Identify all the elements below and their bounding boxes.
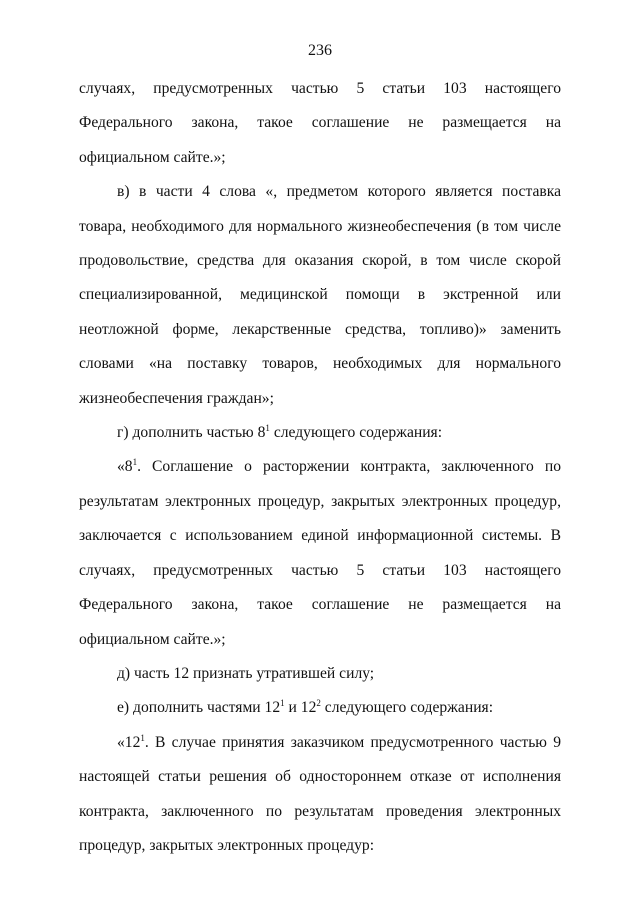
paragraph-item-d: д) часть 12 признать утратившей силу; <box>117 664 375 682</box>
paragraph-item-e-middle: и 12 <box>284 699 317 717</box>
paragraph-item-g-tail: следующего содержания: <box>269 424 443 442</box>
paragraph-continuation: случаях, предусмотренных частью 5 статьи 103 настоящего Федерального закона, такое соглашение не размещается на официальном сайте.»; <box>79 80 561 166</box>
superscript: 2 <box>316 698 321 709</box>
paragraph-quote-12-1-text: . В случае принятия заказчиком предусмотренного частью 9 настоящей статьи решения об одностороннем отказе от исполнения контракта, заключенного по результатам проведения электронных процедур, закрытых электронных процедур: <box>79 733 561 854</box>
paragraph-quote-8-1 <box>79 450 561 656</box>
document-body <box>79 72 561 863</box>
page-number: 236 <box>308 42 332 59</box>
paragraph-item-v: в) в части 4 слова «, предметом которого является поставка товара, необходимого для нормального жизнеобеспечения (в том числе продовольствие, средства для оказания скорой, в том числе скорой специализированной, медицинской помощи в экстренной или неотложной форме, лекарственные средства, топливо)» заменить словами «на поставку товаров, необходимых для нормального жизнеобеспечения граждан»; <box>79 183 561 407</box>
paragraph-quote-8-1-lead: «8 <box>117 458 133 476</box>
paragraph-item-g <box>79 416 561 450</box>
paragraph-item-e-text: е) дополнить частями 12 <box>117 699 281 717</box>
paragraph-quote-12-1-lead: «12 <box>117 733 141 751</box>
superscript: 1 <box>140 732 145 743</box>
paragraph-item-g-text: г) дополнить частью 8 <box>117 424 266 442</box>
paragraph-quote-8-1-text: . Соглашение о расторжении контракта, заключенного по результатам электронных процедур, закрытых электронных процедур, заключается с использованием единой информационной системы. В случаях, предусмотренных частью 5 статьи 103 настоящего Федерального закона, такое соглашение не размещается на официальном сайте.»; <box>79 458 561 648</box>
paragraph-item-e-tail: следующего содержания: <box>320 699 494 717</box>
paragraph-item-e <box>79 691 561 725</box>
superscript: 1 <box>280 698 285 709</box>
paragraph-quote-12-1 <box>79 726 561 864</box>
superscript: 1 <box>132 457 138 468</box>
superscript: 1 <box>265 423 270 434</box>
